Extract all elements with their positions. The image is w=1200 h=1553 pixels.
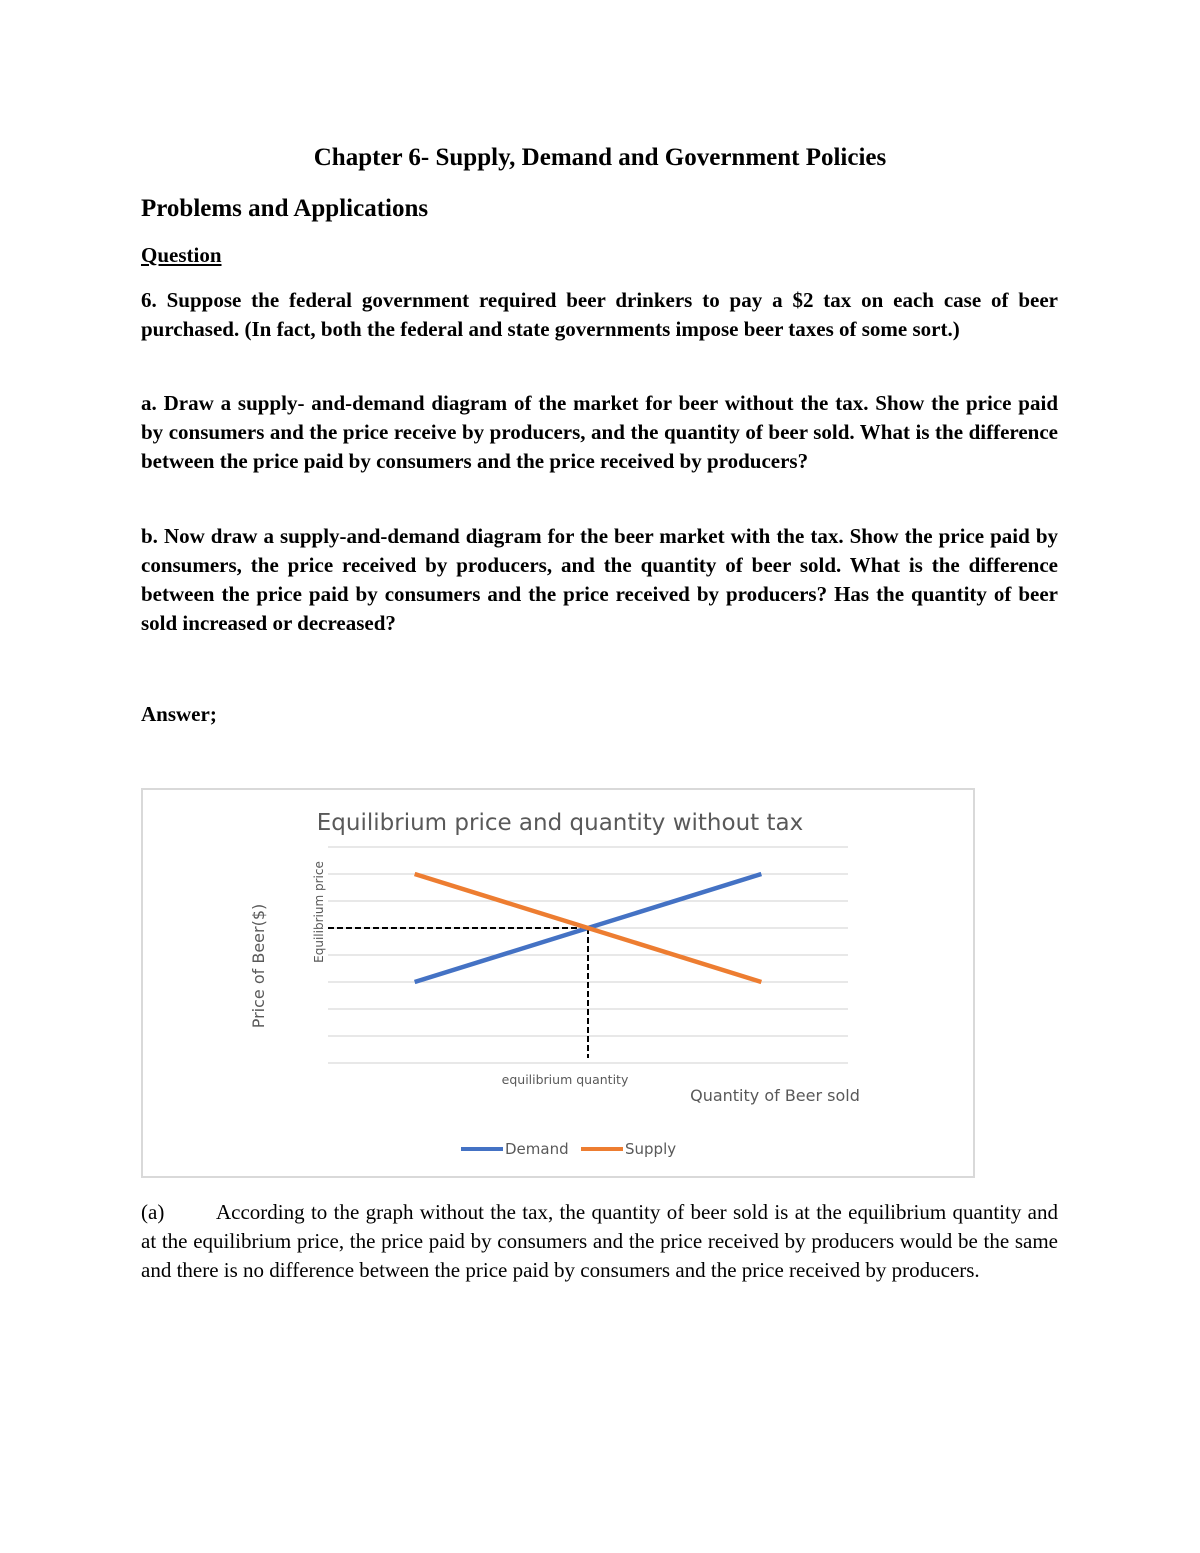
chart-title: Equilibrium price and quantity without tax [316, 810, 804, 836]
answer-a-marker: (a) [141, 1200, 165, 1224]
equilibrium-quantity-label: equilibrium quantity [501, 1072, 629, 1087]
section-subtitle: Problems and Applications [141, 195, 429, 222]
equilibrium-guides [328, 928, 588, 1058]
part-a-text: a. Draw a supply- and-demand diagram of the market for beer without the tax. Show the price paid by consumers and the price receive by producers, and the quantity of beer sold. What is the difference between the price paid by consumers and the price received by producers? [141, 391, 1058, 473]
legend-supply-label: Supply [625, 1140, 677, 1158]
legend-demand-label: Demand [505, 1140, 569, 1158]
chart-svg [143, 790, 977, 1180]
x-axis-label: Quantity of Beer sold [690, 1086, 860, 1105]
question-6-text: 6. Suppose the federal government required beer drinkers to pay a $2 tax on each case of beer purchased. (In fact, both the federal and state governments impose beer taxes of some sort.) [141, 288, 1058, 341]
legend [461, 1140, 676, 1158]
equilibrium-price-label: Equilibrium price [312, 861, 326, 963]
part-b-text: b. Now draw a supply-and-demand diagram for the beer market with the tax. Show the price paid by consumers, the price received by producers, and the quantity of beer sold. What is the difference between the price paid by consumers and the price received by producers? Has the quantity of beer sold increased or decreased? [141, 524, 1058, 635]
answer-a-paragraph [141, 1198, 1058, 1285]
y-axis-label: Price of Beer($) [249, 903, 268, 1029]
answer-label: Answer; [141, 702, 217, 726]
chart-container [141, 788, 975, 1178]
question-label: Question [141, 243, 222, 267]
page-title: Chapter 6- Supply, Demand and Government Policies [313, 144, 887, 171]
answer-a-text: According to the graph without the tax, the quantity of beer sold is at the equilibrium quantity and at the equilibrium price, the price paid by consumers and the price received by producers would be the same and there is no difference between the price paid by consumers and the price received by producers. [141, 1200, 1058, 1282]
